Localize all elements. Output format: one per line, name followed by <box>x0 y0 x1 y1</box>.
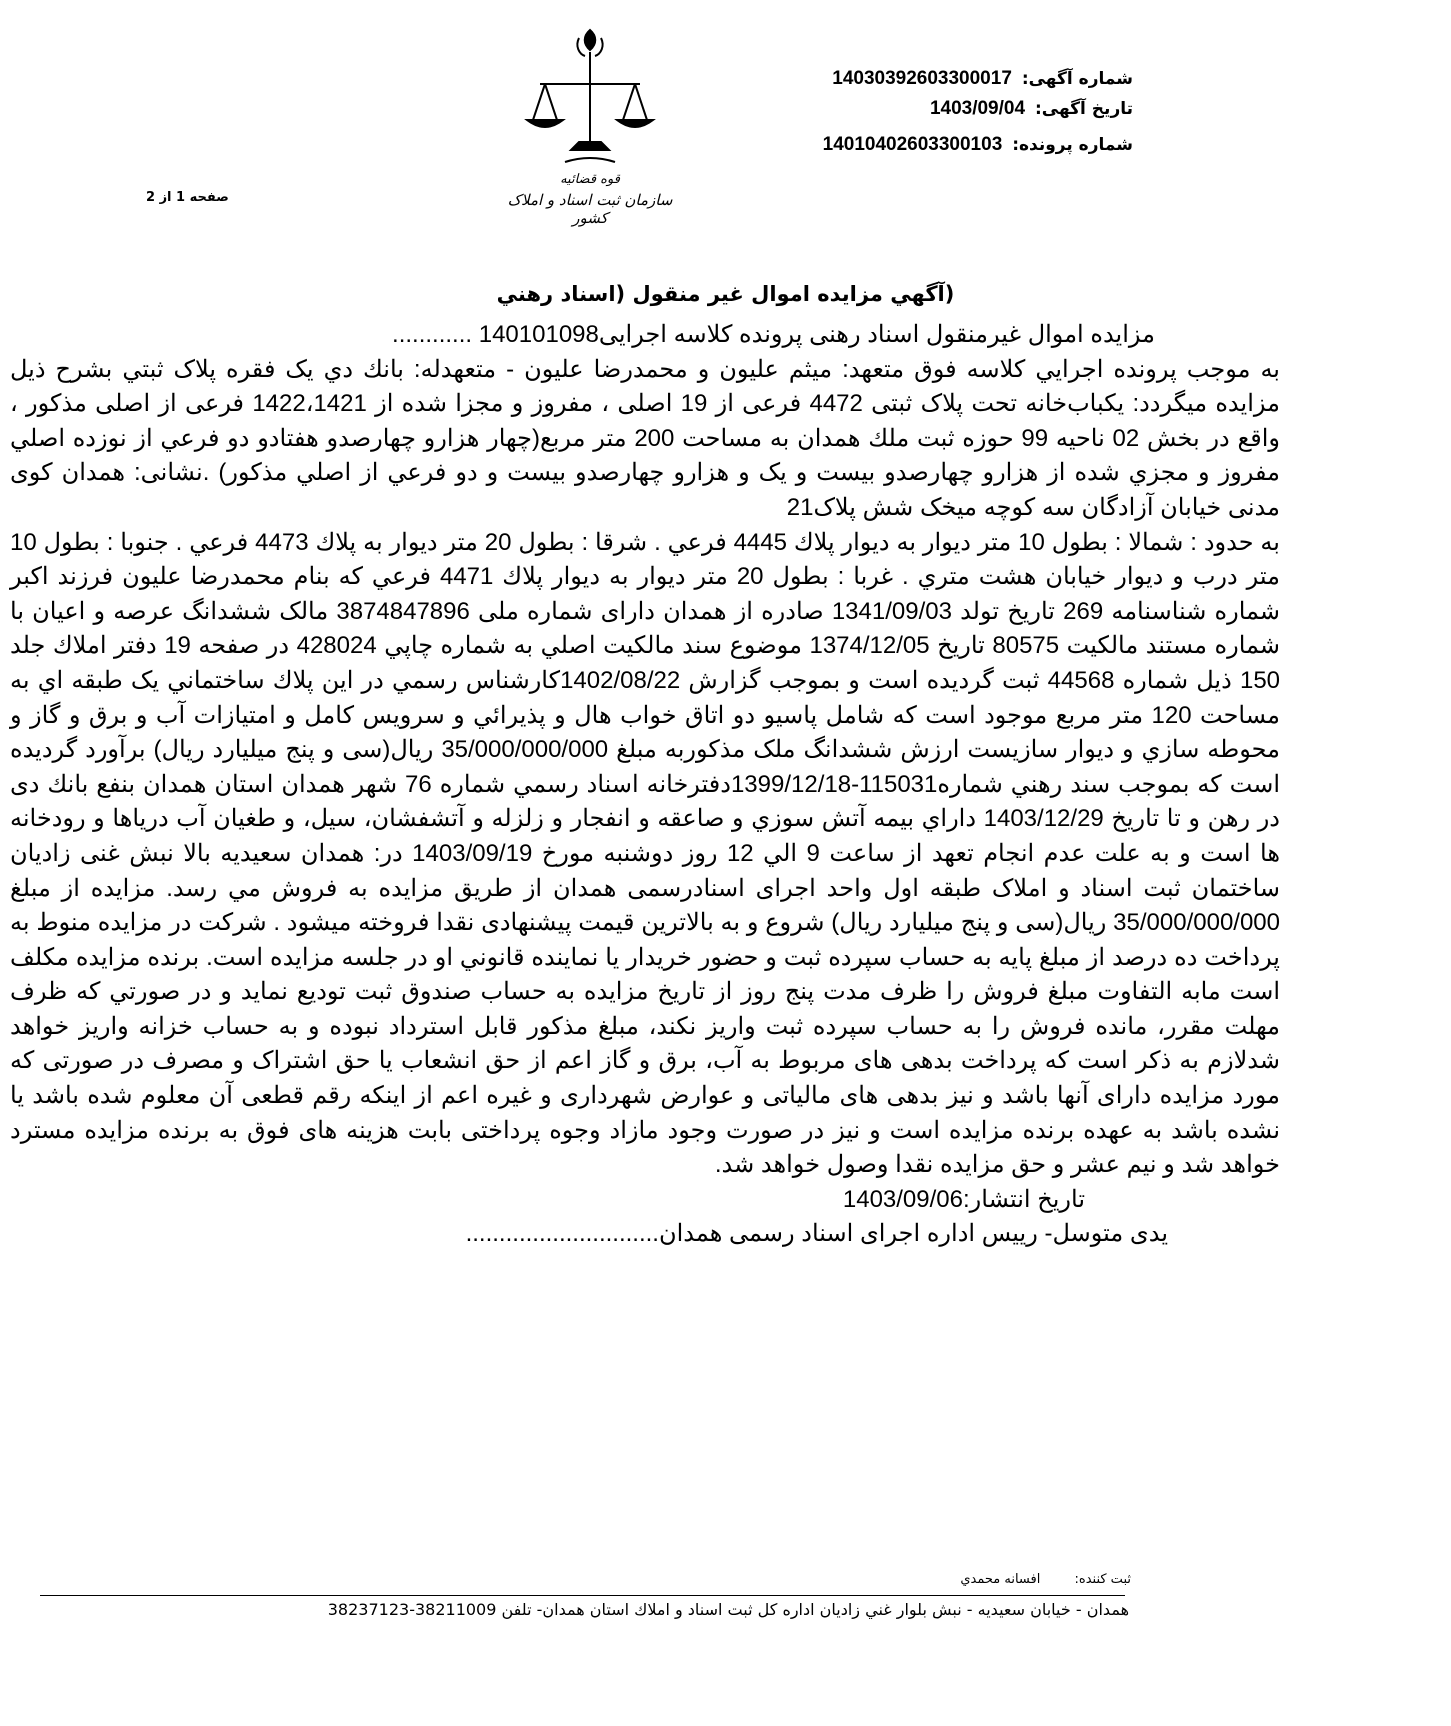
body-paragraph-1: مزایده اموال غیرمنقول اسناد رهنی پرونده کلاسه اجرایی140101098 ............ <box>392 321 1155 348</box>
registrar-row <box>960 1572 1131 1587</box>
file-number-label: شماره پرونده: <box>1012 135 1133 155</box>
notice-number-label: شماره آگهی: <box>1021 69 1133 89</box>
notice-number-row <box>832 68 1133 90</box>
notice-title: (آگهي مزايده اموال غير منقول (اسناد رهني <box>496 282 955 306</box>
notice-date: 1403/09/04 <box>929 98 1026 119</box>
notice-date-label: تاریخ آگهی: <box>1034 99 1133 119</box>
body-paragraph-2: به موجب پرونده اجرايي كلاسه فوق متعهد: ميثم عليون و محمدرضا عليون - متعهدله: بانك دي يک فقره پلاک ثبتي بشرح ذيل مزايده ميگردد: يکباب‌خانه تحت پلاک ثبتی 4472 فرعی از 19 اصلی ، مفروز و مجزا شده از 1422،1421 فرعی از اصلی مذکور ، واقع در بخش 02 ناحيه 99 حوزه ثبت ملك همدان به مساحت 200 متر مربع(چهار هزارو چهارصدو هفتادو دو فرعي از نوزده اصلي مفروز و مجزي شده از هزارو چهارصدو بيست و يک و هزارو چهارصدو بيست و دو فرعي از اصلي مذكور) .نشانی: همدان کوی مدنی خیابان آزادگان سه کوچه میخک شش پلاک21 <box>10 355 1281 521</box>
notice-body <box>10 318 1280 1252</box>
body-paragraph-3: به حدود : شمالا : بطول 10 متر ديوار به ديوار پلاك 4445 فرعي . شرقا : بطول 20 متر ديوار به پلاك 4473 فرعي . جنوبا : بطول 10 متر درب و ديوار خيابان هشت متري . غربا : بطول 20 متر ديوار به ديوار پلاك 4471 فرعي كه بنام محمدرضا عليون فرزند اكبر شماره شناسنامه 269 تاريخ تولد 1341/09/03 صادره از همدان دارای شماره ملی 3874847896 مالک ششدانگ عرصه و اعیان با شماره مستند مالکیت 80575 تاريخ 1374/12/05 موضوع سند مالكيت اصلي به شماره چاپي 428024 در صفحه 19 دفتر املاك جلد 150 ذيل شماره 44568 ثبت گرديده است و بموجب گزارش 1402/08/22کارشناس رسمي در اين پلاك ساختماني يک طبقه اي به مساحت 120 متر مربع موجود است كه شامل پاسيو دو اتاق خواب هال و پذيرائي و سرويس كامل و امتيازات آب و برق و گاز و محوطه سازي و ديوار سازيست ارزش ششدانگ ملک مذکوربه مبلغ 35/000/000/000 ريال(سی و پنج ميليارد ريال) برآورد گرديده است كه بموجب سند رهني شماره115031-1399/12/18دفترخانه اسناد رسمي شماره 76 شهر همدان استان همدان بنفع بانك دی در رهن و تا تاريخ 1403/12/29 داراي بيمه آتش سوزي و صاعقه و انفجار و زلزله و آتشفشان، سيل، و طغيان آب درياها و رودخانه ها است و به علت عدم انجام تعهد از ساعت 9 الي 12 روز دوشنبه مورخ 1403/09/19 در: همدان سعیدیه بالا نبش غنی زادیان ساختمان ثبت اسناد و املاک طبقه اول واحد اجرای اسنادرسمی همدان از طريق مزايده به فروش مي رسد. مزايده از مبلغ 35/000/000/000 ريال(سی و پنج ميليارد ريال) شروع و به بالاترين قيمت پيشنهادی نقدا فروخته ميشود . شركت در مزايده منوط به پرداخت ده درصد از مبلغ پايه به حساب سپرده ثبت و حضور خريدار يا نماينده قانوني او در جلسه مزايده است. برنده مزايده مكلف است مابه التفاوت مبلغ فروش را ظرف مدت پنج روز از تاريخ مزايده به حساب صندوق ثبت توديع نمايد و در صورتي كه ظرف مهلت مقرر، مانده فروش را به حساب سپرده ثبت واريز نكند، مبلغ مذكور قابل استرداد نبوده و به حساب خزانه واريز خواهد شدلازم به ذكر است كه پرداخت بدهی های مربوط به آب، برق و گاز اعم از حق انشعاب يا حق اشتراک و مصرف در صورتی كه مورد مزايده دارای آنها باشد و نيز بدهی های مالياتی و عوارض شهرداری و غيره اعم از اينكه رقم قطعی آن معلوم شده باشد يا نشده باشد به عهده برنده مزايده است و نيز در صورت وجود مازاد وجوه پرداختی بابت هزينه های فوق به برنده مزايده مسترد خواهد شد و نيم عشر و حق مزايده نقدا وصول خواهد شد. <box>10 528 1281 1179</box>
organization-logo-text <box>500 172 680 227</box>
organization-name: سازمان ثبت اسناد و املاک کشور <box>507 191 673 227</box>
registrar-label: ثبت کننده: <box>1074 1572 1131 1587</box>
footer-address: همدان - خیابان سعیدیه - نبش بلوار غني زاديان اداره كل ثبت اسناد و املاك استان همدان- تلفن 38211009-38237123 <box>327 1600 1129 1619</box>
notice-date-row <box>930 98 1133 120</box>
footer-divider <box>40 1595 1125 1596</box>
publish-date: تاریخ انتشار:1403/09/06 <box>842 1185 1085 1213</box>
judiciary-name: قوه قضائیه <box>560 172 620 187</box>
registrar-name: افسانه محمدي <box>960 1572 1041 1587</box>
file-number-row <box>823 134 1133 156</box>
signature-line: يدی متوسل- رييس اداره اجرای اسناد رسمی همدان............................. <box>465 1220 1168 1248</box>
notice-number: 14030392603300017 <box>832 68 1012 89</box>
page-indicator: صفحه 1 از 2 <box>146 190 229 205</box>
file-number: 14010402603300103 <box>822 134 1003 155</box>
